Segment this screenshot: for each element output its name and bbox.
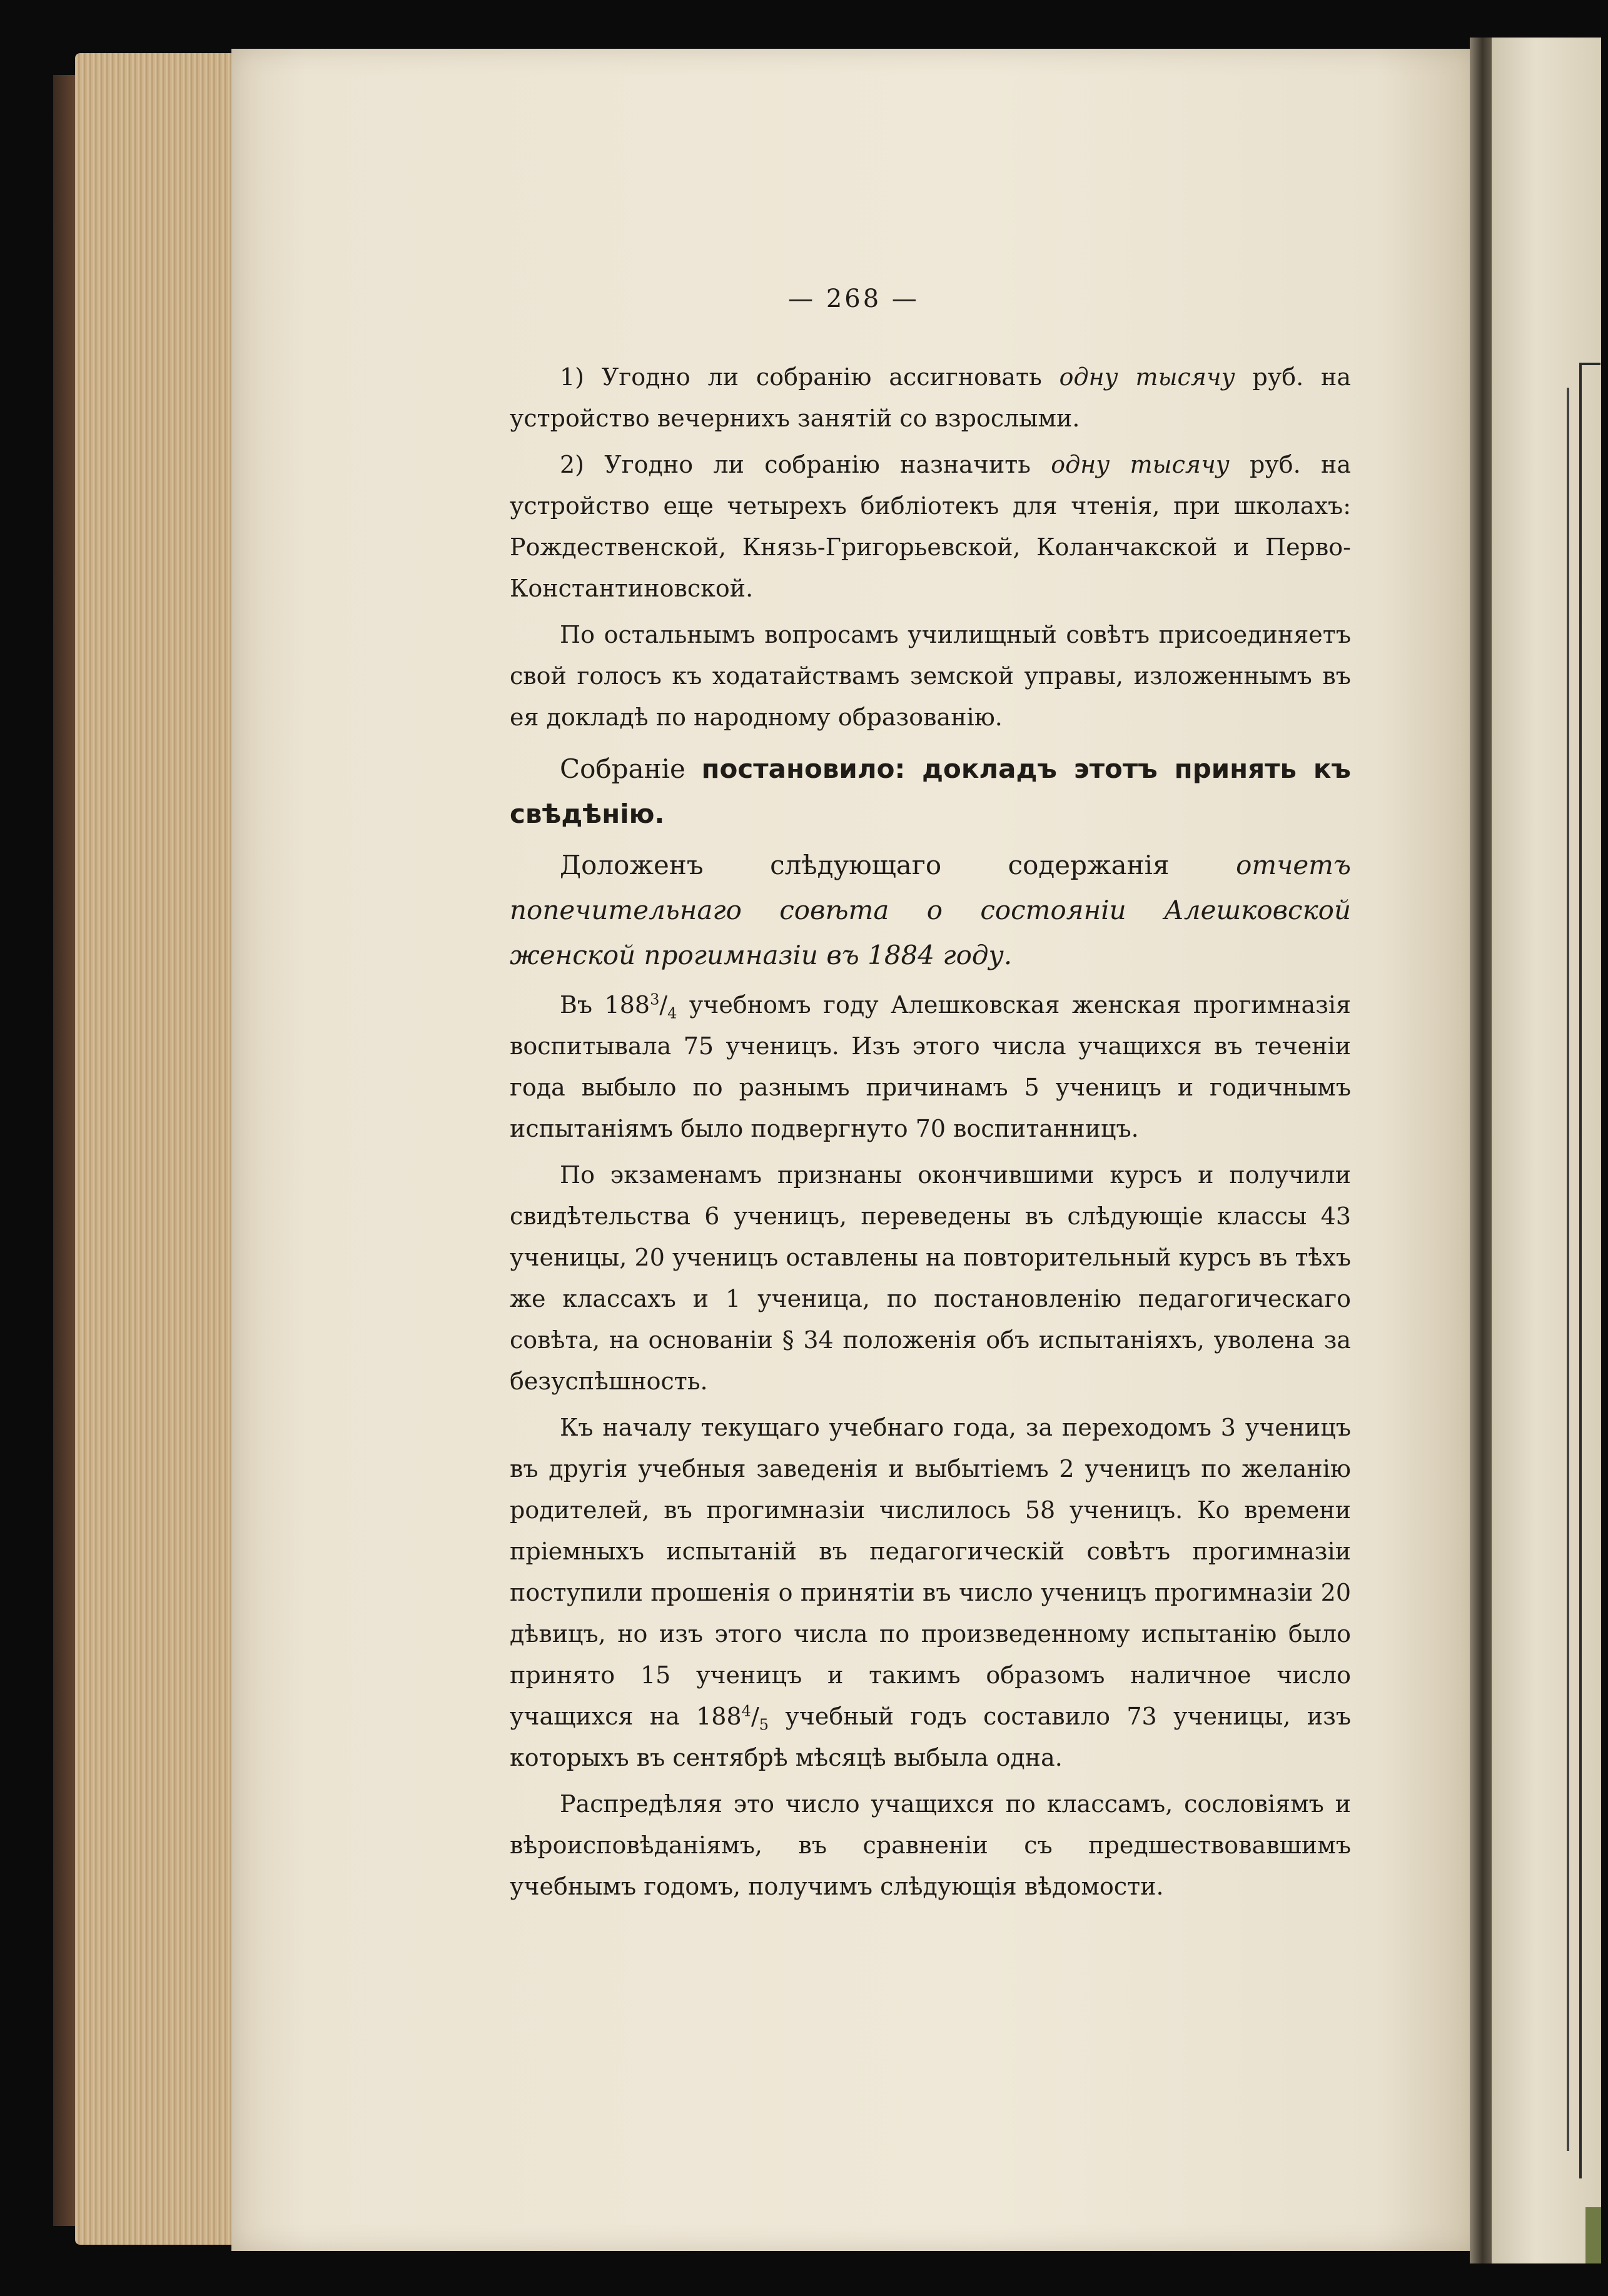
- paragraph-9: Распредѣляя это число учащихся по классамъ, сословіямъ и вѣроисповѣданіямъ, въ сравненіи съ предшествовавшимъ учебнымъ годомъ, получимъ слѣдующія вѣдомости.: [510, 1790, 1351, 1900]
- paragraph-6-text-end: учебномъ году Алешковская женская прогимназія воспитывала 75 ученицъ. Изъ этого числа учащихся въ теченіи года выбыло по разнымъ причинамъ 5 ученицъ и годичнымъ испытаніямъ было подвергнуто 70 воспитанницъ.: [510, 991, 1351, 1142]
- page-number: — 268 —: [788, 284, 919, 313]
- facing-page-edge: [1585, 2207, 1601, 2263]
- paragraph-2: [510, 444, 1351, 609]
- book-gutter: [1470, 38, 1495, 2263]
- fraction2-numerator: 4: [741, 1702, 751, 1720]
- paragraph-1-text-end: руб. на устройство вечернихъ занятій со взрослыми.: [510, 363, 1352, 432]
- paragraph-8: [510, 1407, 1351, 1778]
- paragraph-1-italic: одну тысячу: [1059, 363, 1235, 391]
- paragraph-8-text-end: учебный годъ составило 73 ученицы, изъ которыхъ въ сентябрѣ мѣсяцѣ выбыла одна.: [510, 1703, 1351, 1771]
- resolution-lead: Собраніе: [560, 753, 702, 784]
- fraction2-denominator: 5: [759, 1716, 769, 1734]
- facing-page-rule: [1567, 388, 1569, 2151]
- facing-page-table-border: [1579, 363, 1600, 2178]
- fraction-numerator: 3: [650, 990, 660, 1009]
- paragraph-resolution: [510, 747, 1351, 837]
- paragraph-6: [510, 984, 1351, 1149]
- fraction-denominator: 4: [667, 1004, 677, 1022]
- paragraph-6-text: Въ 188: [560, 991, 650, 1019]
- paragraph-2-text-end: руб. на устройство еще четырехъ библіотекъ для чтенія, при школахъ: Рождественской, Князь-Григорьевской, Коланчакской и Перво-Константиновской.: [510, 451, 1351, 602]
- resolution-bold: постановило: докладъ этотъ принять къ свѣдѣнію.: [510, 753, 1351, 829]
- fraction-slash: /: [659, 991, 668, 1019]
- paragraph-7: По экзаменамъ признаны окончившими курсъ и получили свидѣтельства 6 ученицъ, переведены въ слѣдующіе классы 43 ученицы, 20 ученицъ оставлены на повторительный курсъ въ тѣхъ же классахъ и 1 ученица, по постановленію педагогическаго совѣта, на основаніи § 34 положенія объ испытаніяхъ, уволена за безуспѣшность.: [510, 1161, 1351, 1395]
- paragraph-2-italic: одну тысячу: [1051, 451, 1230, 478]
- paragraph-1: [510, 356, 1351, 439]
- paragraph-1-text: 1) Угодно ли собранію ассигновать: [560, 363, 1059, 391]
- page-edges: [75, 53, 238, 2245]
- paragraph-report-title: [510, 843, 1351, 978]
- paragraph-2-text: 2) Угодно ли собранію назначить: [560, 451, 1051, 478]
- paragraph-8-text: Къ началу текущаго учебнаго года, за переходомъ 3 ученицъ въ другія учебныя заведенія и выбытіемъ 2 ученицъ по желанію родителей, въ прогимназіи числилось 58 ученицъ. Ко времени пріемныхъ испытаній въ педагогическій совѣтъ прогимназіи поступили прошенія о принятіи въ число ученицъ прогимназіи 20 дѣвицъ, но изъ этого числа по произведенному испытанію было принято 15 ученицъ и такимъ образомъ наличное число учащихся на 188: [510, 1414, 1351, 1730]
- fraction2-slash: /: [751, 1703, 759, 1730]
- paragraph-3: По остальнымъ вопросамъ училищный совѣтъ присоединяетъ свой голосъ къ ходатайствамъ земской управы, изложеннымъ въ ея докладѣ по народному образованію.: [510, 621, 1351, 731]
- facing-page: [1492, 38, 1601, 2263]
- page-body: [510, 356, 1351, 1912]
- report-title-italic: отчетъ попечительнаго совѣта о состояніи Алешковской женской прогимназіи въ 1884 году.: [510, 850, 1351, 970]
- report-lead: Доложенъ слѣдующаго содержанія: [560, 850, 1236, 880]
